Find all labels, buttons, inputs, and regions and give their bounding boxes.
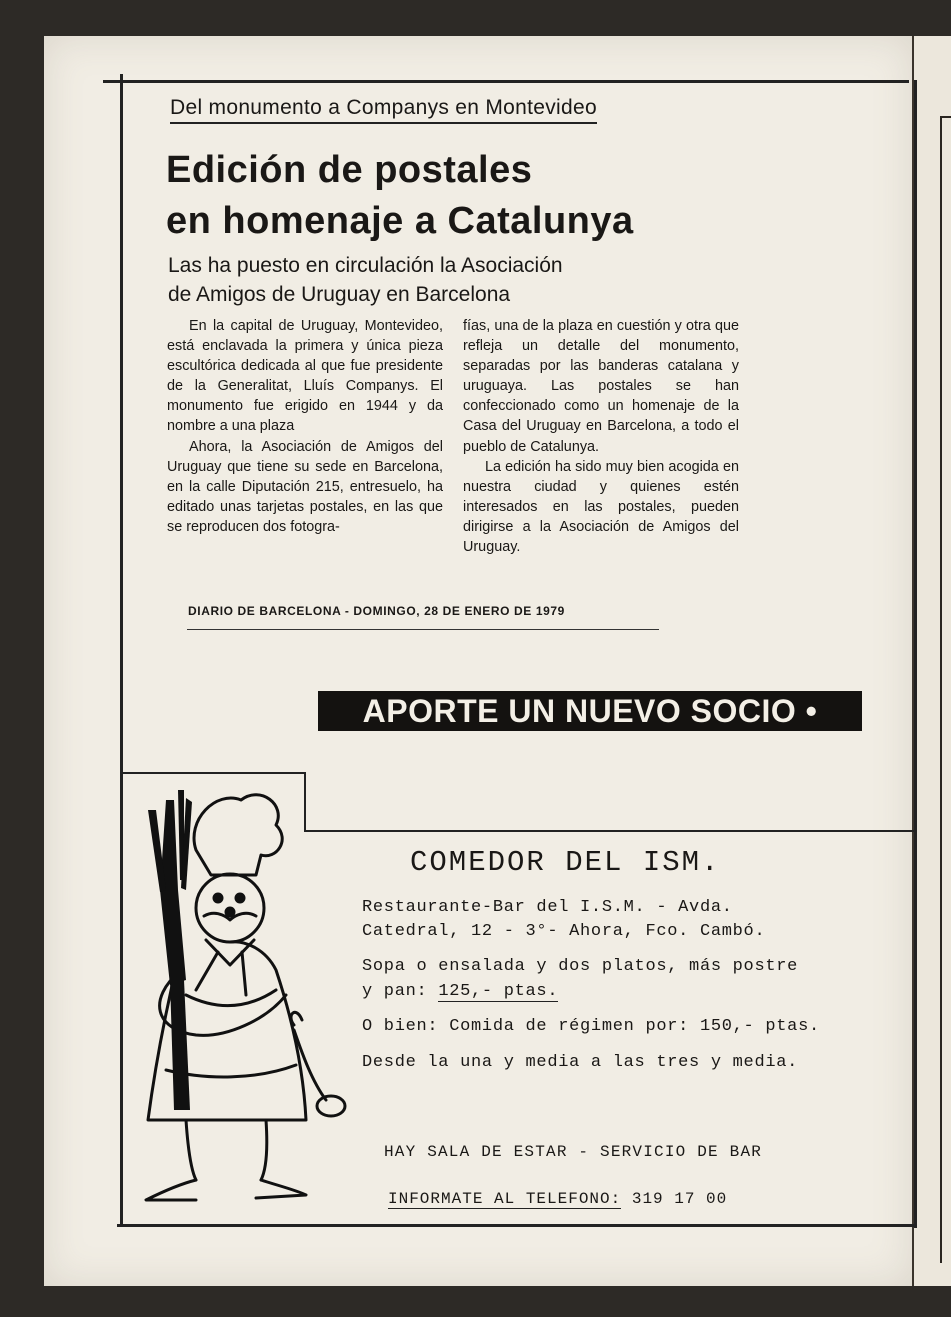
advert-diet-line: O bien: Comida de régimen por: 150,- ptas.	[362, 1017, 820, 1036]
advert-address-line-2: Catedral, 12 - 3°- Ahora, Fco. Cambó.	[362, 922, 766, 941]
advert-phone-line	[388, 1190, 727, 1208]
advert-hours-line: Desde la una y media a las tres y media.	[362, 1053, 799, 1072]
frame-top-rule	[103, 80, 909, 83]
advert-menu-line-1: Sopa o ensalada y dos platos, más postre	[362, 957, 799, 976]
advert-border	[120, 772, 306, 774]
article-source: DIARIO DE BARCELONA - DOMINGO, 28 DE ENERO DE 1979	[188, 604, 565, 618]
paragraph: Ahora, la Asociación de Amigos del Uruguay que tiene su sede en Barcelona, en la calle Diputación 215, entresuelo, ha editado unas tarjetas postales, en las que se reproducen dos fotogra-	[167, 438, 443, 535]
facing-page-edge	[912, 36, 951, 1286]
paragraph: fías, una de la plaza en cuestión y otra que refleja un detalle del monumento, separadas por las banderas catalana y uruguaya. Las postales se han confeccionado como un homenaje de la Casa del Uruguay en Barcelona, a todo el pueblo de Catalunya.	[463, 318, 739, 455]
article-headline: Edición de postales en homenaje a Catalunya	[166, 149, 634, 242]
advert-services-line: HAY SALA DE ESTAR - SERVICIO DE BAR	[384, 1143, 763, 1161]
paragraph: La edición ha sido muy bien acogida en nuestra ciudad y quienes estén interesados en las postales, pueden dirigirse a la Asociación de Amigos del Uruguay.	[463, 458, 739, 556]
advert-border	[304, 830, 914, 832]
article-column-1	[167, 316, 443, 537]
article-kicker: Del monumento a Companys en Montevideo	[170, 96, 597, 124]
paragraph: En la capital de Uruguay, Montevideo, está enclavada la primera y única pieza escultórica dedicada al que fue presidente de la Generalitat, Lluís Companys. El monumento fue erigido en 1944 y da nombre a una plaza	[167, 318, 443, 435]
advert-address-line-1: Restaurante-Bar del I.S.M. - Avda.	[362, 898, 733, 917]
frame-right-rule	[914, 80, 917, 1228]
advert-title: COMEDOR DEL ISM.	[410, 846, 721, 879]
phone-label: INFORMATE AL TELEFONO:	[388, 1190, 622, 1208]
menu-prefix: y pan:	[362, 982, 439, 1001]
article-subhead: Las ha puesto en circulación la Asociación de Amigos de Uruguay en Barcelona	[168, 254, 563, 306]
frame-bottom-rule	[117, 1224, 915, 1227]
slogan-banner: APORTE UN NUEVO SOCIO •	[318, 691, 862, 731]
frame-left-rule	[120, 74, 123, 1226]
source-rule	[187, 629, 659, 630]
menu-price: 125,- ptas.	[438, 982, 559, 1001]
phone-number: 319 17 00	[621, 1190, 728, 1208]
article-column-2	[463, 316, 739, 557]
chef-illustration	[126, 780, 356, 1220]
advert-menu-line-2	[362, 982, 558, 1001]
